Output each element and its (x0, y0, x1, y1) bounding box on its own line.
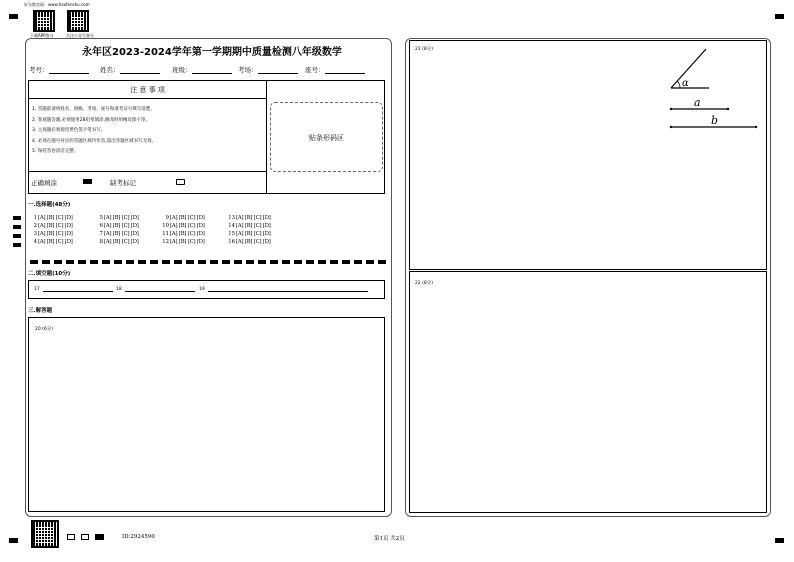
alignment-mark-bottom-left (9, 538, 18, 543)
option-c[interactable]: [C] (187, 231, 196, 237)
field-class[interactable] (172, 65, 232, 74)
timing-dash (42, 260, 50, 264)
option-b[interactable]: [B] (244, 239, 253, 245)
notice-divider-heading (28, 98, 267, 99)
timing-dash (162, 260, 170, 264)
timing-dash (294, 260, 302, 264)
row-marker (13, 216, 21, 220)
segment-a-end (727, 108, 729, 110)
option-c[interactable]: [C] (253, 215, 262, 221)
blank-18-number: 18 (116, 287, 122, 292)
option-c[interactable]: [C] (121, 239, 130, 245)
option-d[interactable]: [D] (262, 223, 271, 229)
option-a[interactable]: [A] (236, 215, 244, 221)
timing-dash (90, 260, 98, 264)
question-number: 12 (162, 239, 169, 245)
row-marker (13, 225, 21, 229)
question-number: 6 (99, 223, 103, 229)
option-d[interactable]: [D] (196, 215, 205, 221)
option-d[interactable]: [D] (64, 239, 73, 245)
answer-box-q20[interactable] (28, 317, 385, 512)
timing-dash (78, 260, 86, 264)
question-20-label: 20 (6分) (35, 327, 54, 332)
blank-17[interactable] (34, 287, 113, 292)
absent-mark-checkbox[interactable] (176, 179, 185, 185)
option-a[interactable]: [A] (236, 223, 244, 229)
field-name-label: 姓名： (100, 66, 120, 74)
field-exam-number-label: 考号： (29, 66, 49, 74)
timing-dash (270, 260, 278, 264)
section2-heading: 二.填空题(10分) (28, 271, 71, 277)
option-d[interactable]: [D] (262, 239, 271, 245)
sheet-title: 永年区2023-2024学年第一学期期中质量检测八年级数学 (82, 47, 342, 58)
timing-dash (366, 260, 374, 264)
footer-checkbox (81, 534, 89, 540)
choice-grid (30, 214, 294, 246)
notice-item: 4. 必须在题号对应的答题区域内作答,超出答题区域书写无效。 (32, 138, 157, 144)
question-number: 4 (33, 239, 37, 245)
alignment-mark-top-left (9, 14, 18, 19)
timing-dash (246, 260, 254, 264)
option-b[interactable]: [B] (112, 239, 121, 245)
blank-19[interactable] (199, 287, 368, 292)
qr-app-caption: 下载APP查分 (30, 33, 54, 38)
absent-mark-label: 缺考标记 (110, 179, 136, 187)
timing-dash (126, 260, 134, 264)
timing-dash (354, 260, 362, 264)
notice-item: 2. 客观题答题,必须使用2B铅笔填涂,修改时用橡皮擦干净。 (32, 117, 151, 123)
option-b[interactable]: [B] (244, 223, 253, 229)
footer-checkbox (67, 534, 75, 540)
section1-heading: 一.选择题(48分) (28, 202, 71, 208)
qr-code-wechat (67, 10, 89, 32)
correct-fill-example (83, 179, 92, 184)
timing-dash (378, 260, 386, 264)
question-number: 7 (99, 231, 103, 237)
timing-dash (186, 260, 194, 264)
notice-item: 5. 保持答卷清洁完整。 (32, 149, 79, 154)
segment-a-label: a (694, 96, 701, 109)
option-c[interactable]: [C] (121, 215, 130, 221)
choice-row (30, 222, 294, 230)
correct-fill-label: 正确填涂 (31, 179, 57, 187)
question-number: 16 (228, 239, 235, 245)
answer-box-q22[interactable] (409, 271, 767, 513)
option-a[interactable]: [A] (236, 231, 244, 237)
timing-dash (102, 260, 110, 264)
option-d[interactable]: [D] (130, 215, 139, 221)
timing-dash (66, 260, 74, 264)
blank-18[interactable] (116, 287, 195, 292)
timing-dash (114, 260, 122, 264)
option-b[interactable]: [B] (178, 223, 187, 229)
field-exam-room-label: 考场： (238, 66, 258, 74)
timing-dash (234, 260, 242, 264)
field-seat-number[interactable] (305, 65, 365, 74)
alignment-mark-bottom-right (775, 538, 784, 543)
field-class-label: 班级： (172, 66, 192, 74)
option-b[interactable]: [B] (46, 215, 55, 221)
sheet-id: ID:2924590 (122, 534, 155, 540)
angle-figure (660, 44, 765, 134)
option-c[interactable]: [C] (187, 223, 196, 229)
choice-row (30, 230, 294, 238)
timing-dash (138, 260, 146, 264)
footer-qr-code (31, 520, 59, 548)
option-b[interactable]: [B] (112, 223, 121, 229)
field-exam-number[interactable] (29, 65, 89, 74)
option-c[interactable]: [C] (187, 215, 196, 221)
question-number: 2 (33, 223, 37, 229)
timing-dash (318, 260, 326, 264)
option-a[interactable]: [A] (170, 231, 178, 237)
timing-dash (258, 260, 266, 264)
option-a[interactable]: [A] (104, 239, 112, 245)
option-b[interactable]: [B] (244, 215, 253, 221)
option-d[interactable]: [D] (64, 215, 73, 221)
option-b[interactable]: [B] (46, 223, 55, 229)
option-b[interactable]: [B] (46, 239, 55, 245)
blank-17-number: 17 (34, 287, 40, 292)
option-a[interactable]: [A] (236, 239, 244, 245)
field-name[interactable] (100, 65, 160, 74)
barcode-area-label: 贴条形码区 (309, 134, 344, 142)
option-d[interactable]: [D] (196, 239, 205, 245)
option-a[interactable]: [A] (170, 239, 178, 245)
notice-item: 1. 答题前请将姓名、班级、考场、座号和准考证号填写清楚。 (32, 107, 155, 112)
option-c[interactable]: [C] (253, 231, 262, 237)
angle-alpha-label: α (682, 78, 689, 89)
option-d[interactable]: [D] (130, 231, 139, 237)
field-exam-room[interactable] (238, 65, 298, 74)
timing-dash (222, 260, 230, 264)
option-d[interactable]: [D] (196, 223, 205, 229)
blank-19-number: 19 (199, 287, 205, 292)
option-b[interactable]: [B] (178, 239, 187, 245)
timing-dash (306, 260, 314, 264)
option-b[interactable]: [B] (112, 231, 121, 237)
option-c[interactable]: [C] (187, 239, 196, 245)
option-d[interactable]: [D] (262, 231, 271, 237)
notice-divider-bottom (28, 171, 267, 172)
question-21-label: 21 (8分) (415, 47, 434, 52)
option-d[interactable]: [D] (64, 223, 73, 229)
option-b[interactable]: [B] (112, 215, 121, 221)
timing-dash (330, 260, 338, 264)
qr-code-app (33, 10, 55, 32)
site-line: 好分数官网：www.haofenshu.com (24, 2, 90, 7)
question-number: 10 (162, 223, 169, 229)
option-b[interactable]: [B] (46, 231, 55, 237)
option-c[interactable]: [C] (55, 223, 64, 229)
timing-dash (174, 260, 182, 264)
question-number: 11 (162, 231, 169, 237)
question-number: 3 (33, 231, 37, 237)
option-c[interactable]: [C] (55, 215, 64, 221)
question-number: 13 (228, 215, 235, 221)
row-marker (13, 234, 21, 238)
page-indicator: 第1页 共2页 (374, 536, 405, 542)
option-b[interactable]: [B] (178, 215, 187, 221)
option-c[interactable]: [C] (253, 223, 262, 229)
question-22-label: 22 (8分) (415, 281, 434, 286)
question-number: 15 (228, 231, 235, 237)
segment-b-end (755, 126, 757, 128)
option-d[interactable]: [D] (262, 215, 271, 221)
timing-dash (342, 260, 350, 264)
timing-dash (282, 260, 290, 264)
option-a[interactable]: [A] (38, 223, 46, 229)
timing-dash (210, 260, 218, 264)
row-marker (13, 243, 21, 247)
option-b[interactable]: [B] (178, 231, 187, 237)
choice-row (30, 238, 294, 246)
segment-b-end (670, 126, 672, 128)
option-d[interactable]: [D] (130, 223, 139, 229)
timing-dash (150, 260, 158, 264)
footer-mark (95, 534, 104, 540)
option-a[interactable]: [A] (38, 215, 46, 221)
option-c[interactable]: [C] (121, 223, 130, 229)
option-b[interactable]: [B] (244, 231, 253, 237)
option-c[interactable]: [C] (121, 231, 130, 237)
option-d[interactable]: [D] (196, 231, 205, 237)
timing-dash (30, 260, 38, 264)
segment-a-end (670, 108, 672, 110)
segment-b-label: b (711, 114, 719, 127)
option-a[interactable]: [A] (38, 239, 46, 245)
option-a[interactable]: [A] (104, 223, 112, 229)
question-number: 9 (165, 215, 169, 221)
notice-item: 3. 主观题必须使用黑色签字笔书写。 (32, 128, 106, 133)
option-d[interactable]: [D] (64, 231, 73, 237)
question-number: 14 (228, 223, 235, 229)
option-d[interactable]: [D] (130, 239, 139, 245)
question-number: 5 (99, 215, 103, 221)
section3-heading: 三.解答题 (28, 308, 53, 314)
notice-list (32, 106, 156, 159)
question-number: 8 (99, 239, 103, 245)
choice-row (30, 214, 294, 222)
alignment-mark-top-right (775, 14, 784, 19)
option-c[interactable]: [C] (55, 239, 64, 245)
option-a[interactable]: [A] (104, 231, 112, 237)
timing-dash (198, 260, 206, 264)
option-a[interactable]: [A] (170, 215, 178, 221)
option-c[interactable]: [C] (253, 239, 262, 245)
angle-arc (677, 81, 680, 88)
option-a[interactable]: [A] (104, 215, 112, 221)
timing-dash (54, 260, 62, 264)
notice-heading: 注 意 事 项 (130, 86, 165, 94)
option-a[interactable]: [A] (38, 231, 46, 237)
question-number: 1 (33, 215, 37, 221)
option-a[interactable]: [A] (170, 223, 178, 229)
option-c[interactable]: [C] (55, 231, 64, 237)
field-seat-number-label: 座号： (305, 66, 325, 74)
qr-wechat-caption: 关注公众号查分 (66, 33, 94, 38)
